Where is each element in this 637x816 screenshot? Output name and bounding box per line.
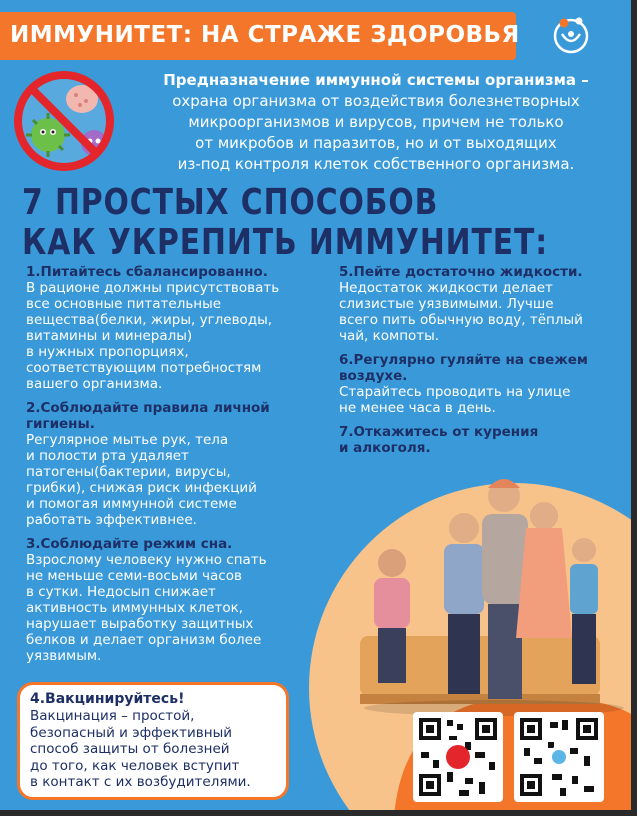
tip-line: уязвимым. [26, 648, 102, 664]
tip-line: патогены(бактерии, вирусы, [26, 464, 231, 480]
tip-line: в контакт с их возбудителями. [30, 774, 251, 790]
tip-heading: гигиены. [26, 416, 95, 432]
tip-line: и полости рта удаляет [26, 448, 189, 464]
tip-line: Регулярное мытье рук, тела [26, 432, 229, 448]
tip-line: вашего организма. [26, 376, 163, 392]
person-grandma [374, 549, 410, 683]
tip-line: вещества(белки, жиры, углеводы, [26, 312, 273, 328]
tip-7 [339, 424, 629, 456]
tips-left-column [26, 264, 326, 672]
intro-line: от микробов и паразитов, но и от выходящих [195, 134, 557, 152]
tip-line: не менее часа в день. [339, 400, 496, 416]
tip-line: способ защиты от болезней [30, 741, 230, 757]
tip-heading: 3.Соблюдайте режим сна. [26, 536, 233, 552]
tip-line: безопасный и эффективный [30, 724, 233, 741]
intro-line: охрана организма от воздействия болезнетворных [172, 92, 580, 110]
tip-heading: 6.Регулярно гуляйте на свежем [339, 352, 588, 368]
qr-code-2[interactable] [514, 712, 604, 802]
tip-line: до того, как человек вступит [30, 757, 240, 774]
intro-bold: Предназначение иммунной системы организма – [163, 71, 589, 89]
tip-6 [339, 352, 629, 416]
tip-line: грибки), снижая риск инфекций [26, 480, 257, 496]
tip-heading: 7.Откажитесь от курения [339, 424, 539, 440]
no-virus-icon [8, 65, 120, 175]
headline-line-2: КАК УКРЕПИТЬ ИММУНИТЕТ: [22, 222, 549, 263]
qr-code-icon [514, 712, 604, 802]
frame-right-border [631, 0, 637, 816]
tip-5 [339, 264, 629, 344]
tip-line: в сутки. Недосып снижает [26, 584, 216, 600]
tip-line: В рационе должны присутствовать [26, 280, 280, 296]
intro-line: микроорганизмов и вирусов, причем не только [188, 113, 564, 131]
tip-line: не меньше семи-восьми часов [26, 568, 242, 584]
title-banner [0, 12, 520, 60]
tip-line: белков и делает организм более [26, 632, 262, 648]
tip-line: работать эффективнее. [26, 512, 197, 528]
tip-line: Недостаток жидкости делает [339, 280, 553, 296]
qr-code-icon [413, 712, 503, 802]
tip-line: Старайтесь проводить на улице [339, 384, 571, 400]
tip-line: в нужных пропорциях, [26, 344, 189, 360]
tip-line: чай, компоты. [339, 328, 440, 344]
tip-line: Вакцинация – простой, [30, 708, 195, 724]
tip-heading: воздухе. [339, 368, 408, 384]
vaccination-box [17, 682, 289, 800]
tip-heading: 2.Соблюдайте правила личной [26, 400, 270, 416]
tip-heading: 1.Питайтесь сбалансированно. [26, 264, 268, 280]
tip-line: все основные питательные [26, 296, 222, 312]
tips-right-column [339, 264, 629, 464]
qr-code-1[interactable] [413, 712, 503, 802]
tip-line: активность иммунных клеток, [26, 600, 244, 616]
intro-text [136, 70, 616, 175]
tip-line: витамины и минералы) [26, 328, 193, 344]
tip-3 [26, 536, 326, 664]
tip-1 [26, 264, 326, 392]
tip-line: всего пить обычную воду, тёплый [339, 312, 583, 328]
frame-bottom-border [0, 810, 637, 816]
family-logo-icon [548, 12, 594, 58]
tip-line: и помогая иммунной системе [26, 496, 237, 512]
tip-line: Взрослому человеку нужно спать [26, 552, 267, 568]
tip-heading: 5.Пейте достаточно жидкости. [339, 264, 583, 280]
tip-line: слизистые уязвимыми. Лучше [339, 296, 554, 312]
page-title: ИММУНИТЕТ: НА СТРАЖЕ ЗДОРОВЬЯ [10, 22, 520, 48]
tip-heading: и алкоголя. [339, 440, 431, 456]
intro-line: из-под контроля клеток собственного организма. [177, 155, 575, 173]
headline-line-1: 7 ПРОСТЫХ СПОСОБОВ [22, 182, 439, 223]
tip-line: соответствующим потребностям [26, 360, 262, 376]
tip-line: нарушает выработку защитных [26, 616, 254, 632]
tip-heading: 4.Вакцинируйтесь! [30, 691, 185, 707]
tip-2 [26, 400, 326, 528]
